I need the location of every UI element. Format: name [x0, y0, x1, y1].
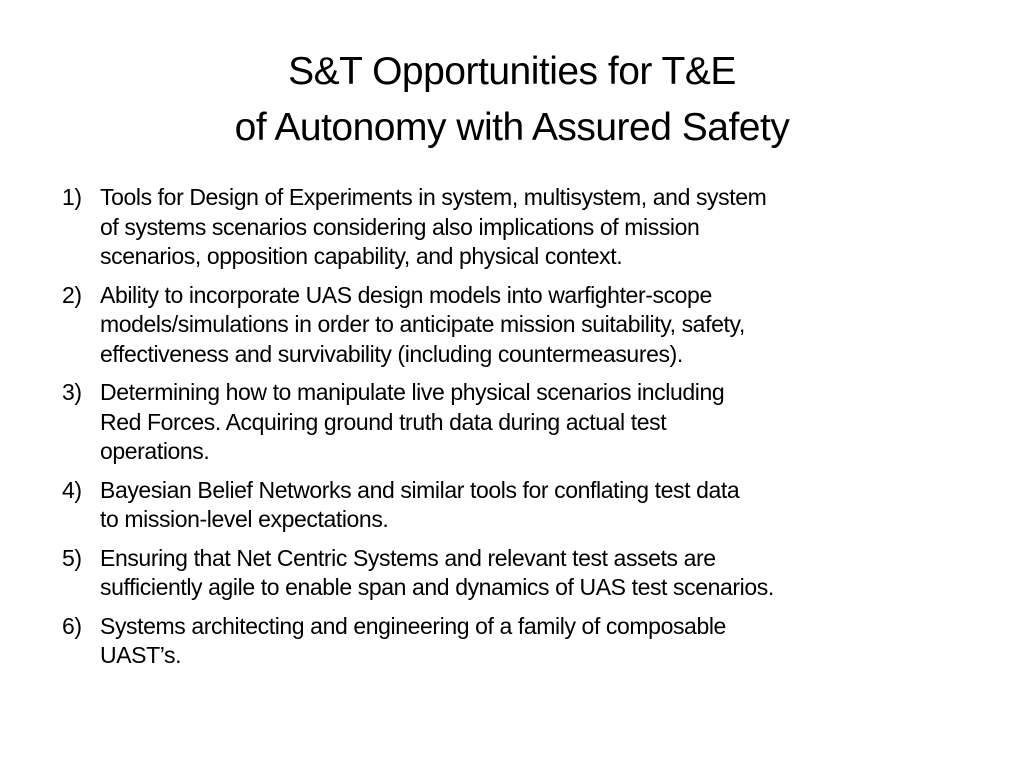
list-item-text-line: of systems scenarios considering also implications of mission: [100, 213, 700, 240]
list-item-5: [62, 544, 982, 603]
list-item-6: [62, 612, 982, 671]
list-item-text-line: to mission-level expectations.: [100, 506, 389, 532]
title-line-1: S&T Opportunities for T&E: [288, 50, 736, 93]
slide-title: [0, 44, 1024, 156]
list-item-text-line: Tools for Design of Experiments in system, multisystem, and system: [100, 184, 767, 210]
list-item-text-line: operations.: [100, 438, 210, 464]
list-item-text-line: Determining how to manipulate live physical scenarios including: [100, 379, 725, 405]
title-line-2: of Autonomy with Assured Safety: [234, 106, 790, 149]
list-item-text-line: sufficiently agile to enable span and dynamics of UAS test scenarios.: [100, 574, 774, 600]
list-item-2: [62, 281, 982, 370]
list-item-number: 6): [62, 612, 82, 639]
numbered-list: [62, 183, 982, 680]
list-item-text-line: Bayesian Belief Networks and similar tools for conflating test data: [100, 476, 740, 503]
list-item-text-line: UAST’s.: [100, 642, 182, 668]
list-item-text-line: Ability to incorporate UAS design models into warfighter-scope: [100, 281, 712, 308]
list-item-text-line: Systems architecting and engineering of a family of composable: [100, 612, 726, 639]
list-item-text-line: effectiveness and survivability (including countermeasures).: [100, 340, 683, 367]
list-item-text-line: scenarios, opposition capability, and physical context.: [100, 243, 623, 269]
list-item-text-line: Red Forces. Acquiring ground truth data during actual test: [100, 408, 667, 435]
list-item-text-line: Ensuring that Net Centric Systems and relevant test assets are: [100, 544, 716, 571]
list-item-number: 4): [62, 476, 82, 503]
list-item-text-line: models/simulations in order to anticipate mission suitability, safety,: [100, 311, 745, 337]
list-item-3: [62, 378, 982, 467]
list-item-number: 5): [62, 544, 82, 571]
list-item-number: 3): [62, 379, 82, 405]
list-item-4: [62, 476, 982, 535]
list-item-number: 2): [62, 281, 82, 308]
list-item-1: [62, 183, 982, 272]
list-item-number: 1): [62, 184, 82, 210]
